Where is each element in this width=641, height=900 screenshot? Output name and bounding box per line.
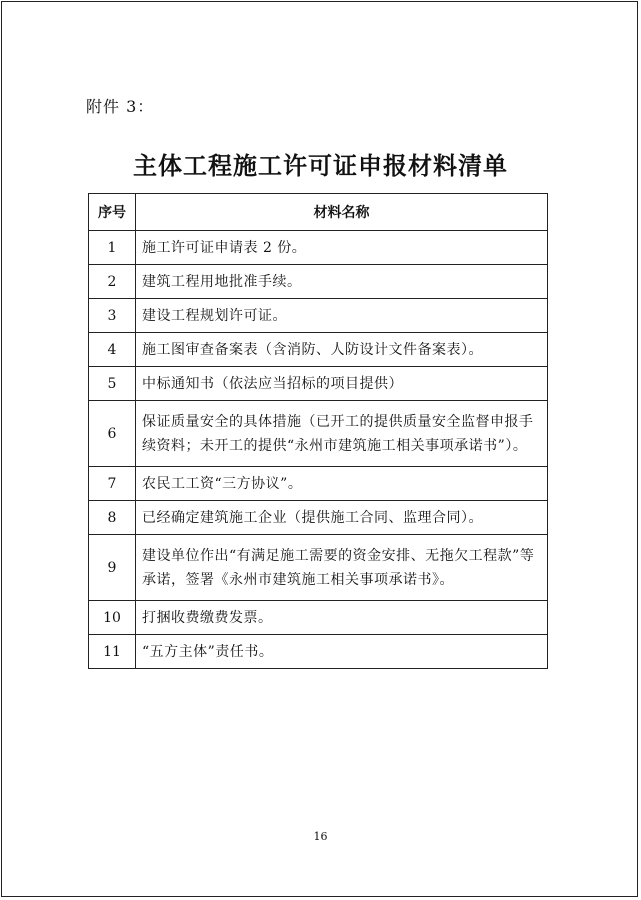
row-number: 8 [89,501,136,535]
row-number: 7 [89,467,136,501]
table-row [89,231,548,265]
row-number: 5 [89,367,136,401]
material-name: 保证质量安全的具体措施（已开工的提供质量安全监督申报手续资料；未开工的提供“永州市建筑施工相关事项承诺书”）。 [136,401,548,467]
table-row [89,601,548,635]
table-header-row [89,194,548,231]
row-number: 4 [89,333,136,367]
material-name: 施工图审查备案表（含消防、人防设计文件备案表）。 [136,333,548,367]
material-name: 已经确定建筑施工企业（提供施工合同、监理合同）。 [136,501,548,535]
material-name: 施工许可证申请表 2 份。 [136,231,548,265]
table-row [89,467,548,501]
document-title: 主体工程施工许可证申报材料清单 [133,151,508,180]
material-name: 打捆收费缴费发票。 [136,601,548,635]
table-row [89,635,548,669]
material-name: 建筑工程用地批准手续。 [136,265,548,299]
table-row [89,501,548,535]
row-number: 11 [89,635,136,669]
row-number: 1 [89,231,136,265]
row-number: 10 [89,601,136,635]
table-row [89,333,548,367]
material-name: 中标通知书（依法应当招标的项目提供） [136,367,548,401]
row-number: 9 [89,535,136,601]
materials-table [88,193,548,669]
material-name: 建设工程规划许可证。 [136,299,548,333]
page-number: 16 [313,830,328,843]
row-number: 2 [89,265,136,299]
table-row [89,401,548,467]
table-row [89,265,548,299]
material-name: “五方主体”责任书。 [136,635,548,669]
table-row [89,367,548,401]
row-number: 3 [89,299,136,333]
attachment-label: 附件 3： [86,97,155,116]
material-name: 农民工工资“三方协议”。 [136,467,548,501]
material-name: 建设单位作出“有满足施工需要的资金安排、无拖欠工程款”等承诺，签署《永州市建筑施工相关事项承诺书》。 [136,535,548,601]
table-row [89,535,548,601]
row-number: 6 [89,401,136,467]
table-row [89,299,548,333]
column-header-number: 序号 [89,194,136,231]
column-header-material: 材料名称 [136,194,548,231]
